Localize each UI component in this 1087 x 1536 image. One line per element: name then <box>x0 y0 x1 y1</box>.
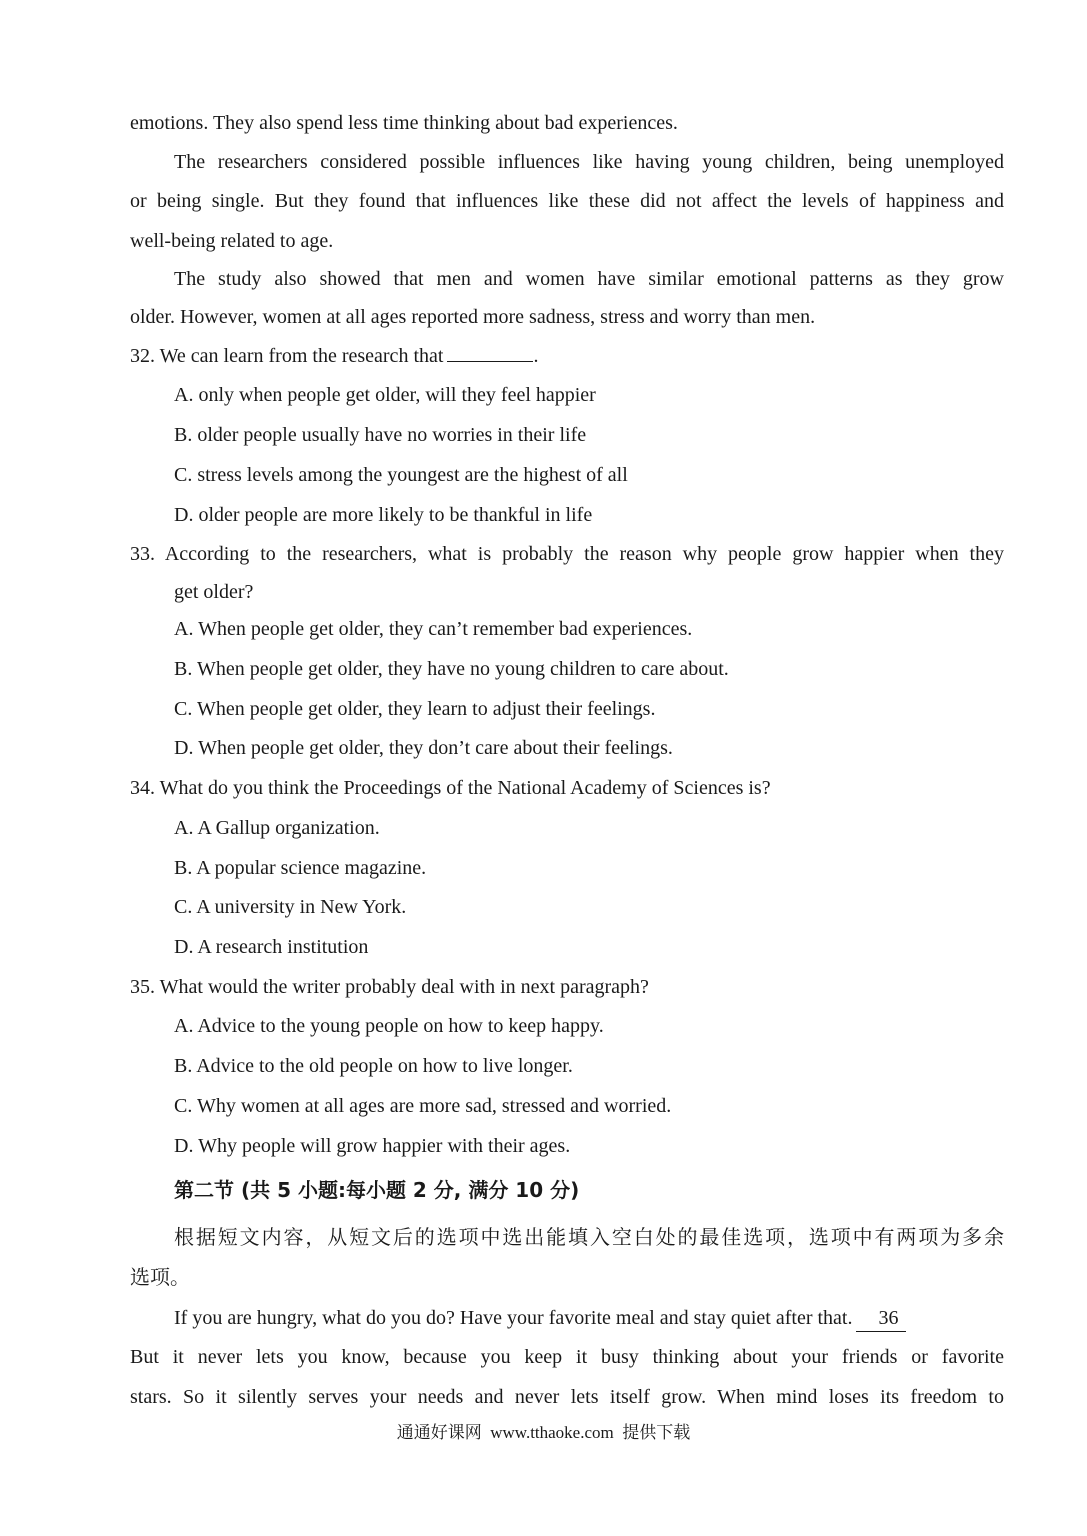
passage-line: The study also showed that men and women have similar emotional patterns as they grow <box>174 268 1004 290</box>
option-33-d: D. When people get older, they don’t care about their feelings. <box>174 737 673 759</box>
passage-line: The researchers considered possible influences like having young children, being unemployed <box>174 151 1004 173</box>
section-instruction: 根据短文内容，从短文后的选项中选出能填入空白处的最佳选项，选项中有两项为多余 <box>174 1225 1004 1249</box>
option-32-d: D. older people are more likely to be thankful in life <box>174 504 593 526</box>
footer-download: 提供下载 <box>622 1423 691 1443</box>
option-35-a: A. Advice to the young people on how to keep happy. <box>174 1015 604 1037</box>
question-35-stem: 35. What would the writer probably deal with in next paragraph? <box>130 976 649 998</box>
passage-line: or being single. But they found that influences like these did not affect the levels of happiness and <box>130 190 1004 212</box>
option-33-c: C. When people get older, they learn to adjust their feelings. <box>174 698 656 720</box>
cloze-line <box>174 1305 906 1332</box>
option-34-b: B. A popular science magazine. <box>174 857 427 879</box>
question-33-stem: 33. According to the researchers, what is probably the reason why people grow happier when they <box>130 543 1004 565</box>
question-stem-text: 32. We can learn from the research that <box>130 345 444 367</box>
cloze-text: If you are hungry, what do you do? Have your favorite meal and stay quiet after that. <box>174 1307 853 1329</box>
answer-blank <box>447 343 533 362</box>
option-35-c: C. Why women at all ages are more sad, stressed and worried. <box>174 1095 672 1117</box>
option-32-b: B. older people usually have no worries in their life <box>174 424 587 446</box>
question-32-stem <box>130 343 538 369</box>
section-instruction-cont: 选项。 <box>130 1265 190 1289</box>
option-34-a: A. A Gallup organization. <box>174 817 380 839</box>
passage-line: emotions. They also spend less time thinking about bad experiences. <box>130 112 678 134</box>
cloze-line: stars. So it silently serves your needs and never lets itself grow. When mind loses its freedom to <box>130 1386 1004 1408</box>
option-33-a: A. When people get older, they can’t remember bad experiences. <box>174 618 693 640</box>
passage-line: older. However, women at all ages reported more sadness, stress and worry than men. <box>130 306 816 328</box>
option-35-d: D. Why people will grow happier with their ages. <box>174 1135 571 1157</box>
option-34-d: D. A research institution <box>174 936 369 958</box>
passage-line: well-being related to age. <box>130 230 334 252</box>
page-footer <box>0 1418 1087 1443</box>
option-34-c: C. A university in New York. <box>174 896 407 918</box>
cloze-blank-36: 36 <box>856 1305 906 1332</box>
footer-url: www.tthaoke.com <box>490 1423 614 1442</box>
option-33-b: B. When people get older, they have no young children to care about. <box>174 658 729 680</box>
question-stem-end: . <box>533 345 539 367</box>
question-33-stem-cont: get older? <box>174 581 254 603</box>
option-32-c: C. stress levels among the youngest are the highest of all <box>174 464 628 486</box>
option-35-b: B. Advice to the old people on how to live longer. <box>174 1055 573 1077</box>
footer-site-name: 通通好课网 <box>396 1423 482 1443</box>
option-32-a: A. only when people get older, will they feel happier <box>174 384 596 406</box>
question-34-stem: 34. What do you think the Proceedings of the National Academy of Sciences is? <box>130 777 771 799</box>
cloze-line: But it never lets you know, because you keep it busy thinking about your friends or favorite <box>130 1346 1004 1368</box>
section-heading: 第二节 (共 5 小题:每小题 2 分, 满分 10 分) <box>174 1178 580 1202</box>
